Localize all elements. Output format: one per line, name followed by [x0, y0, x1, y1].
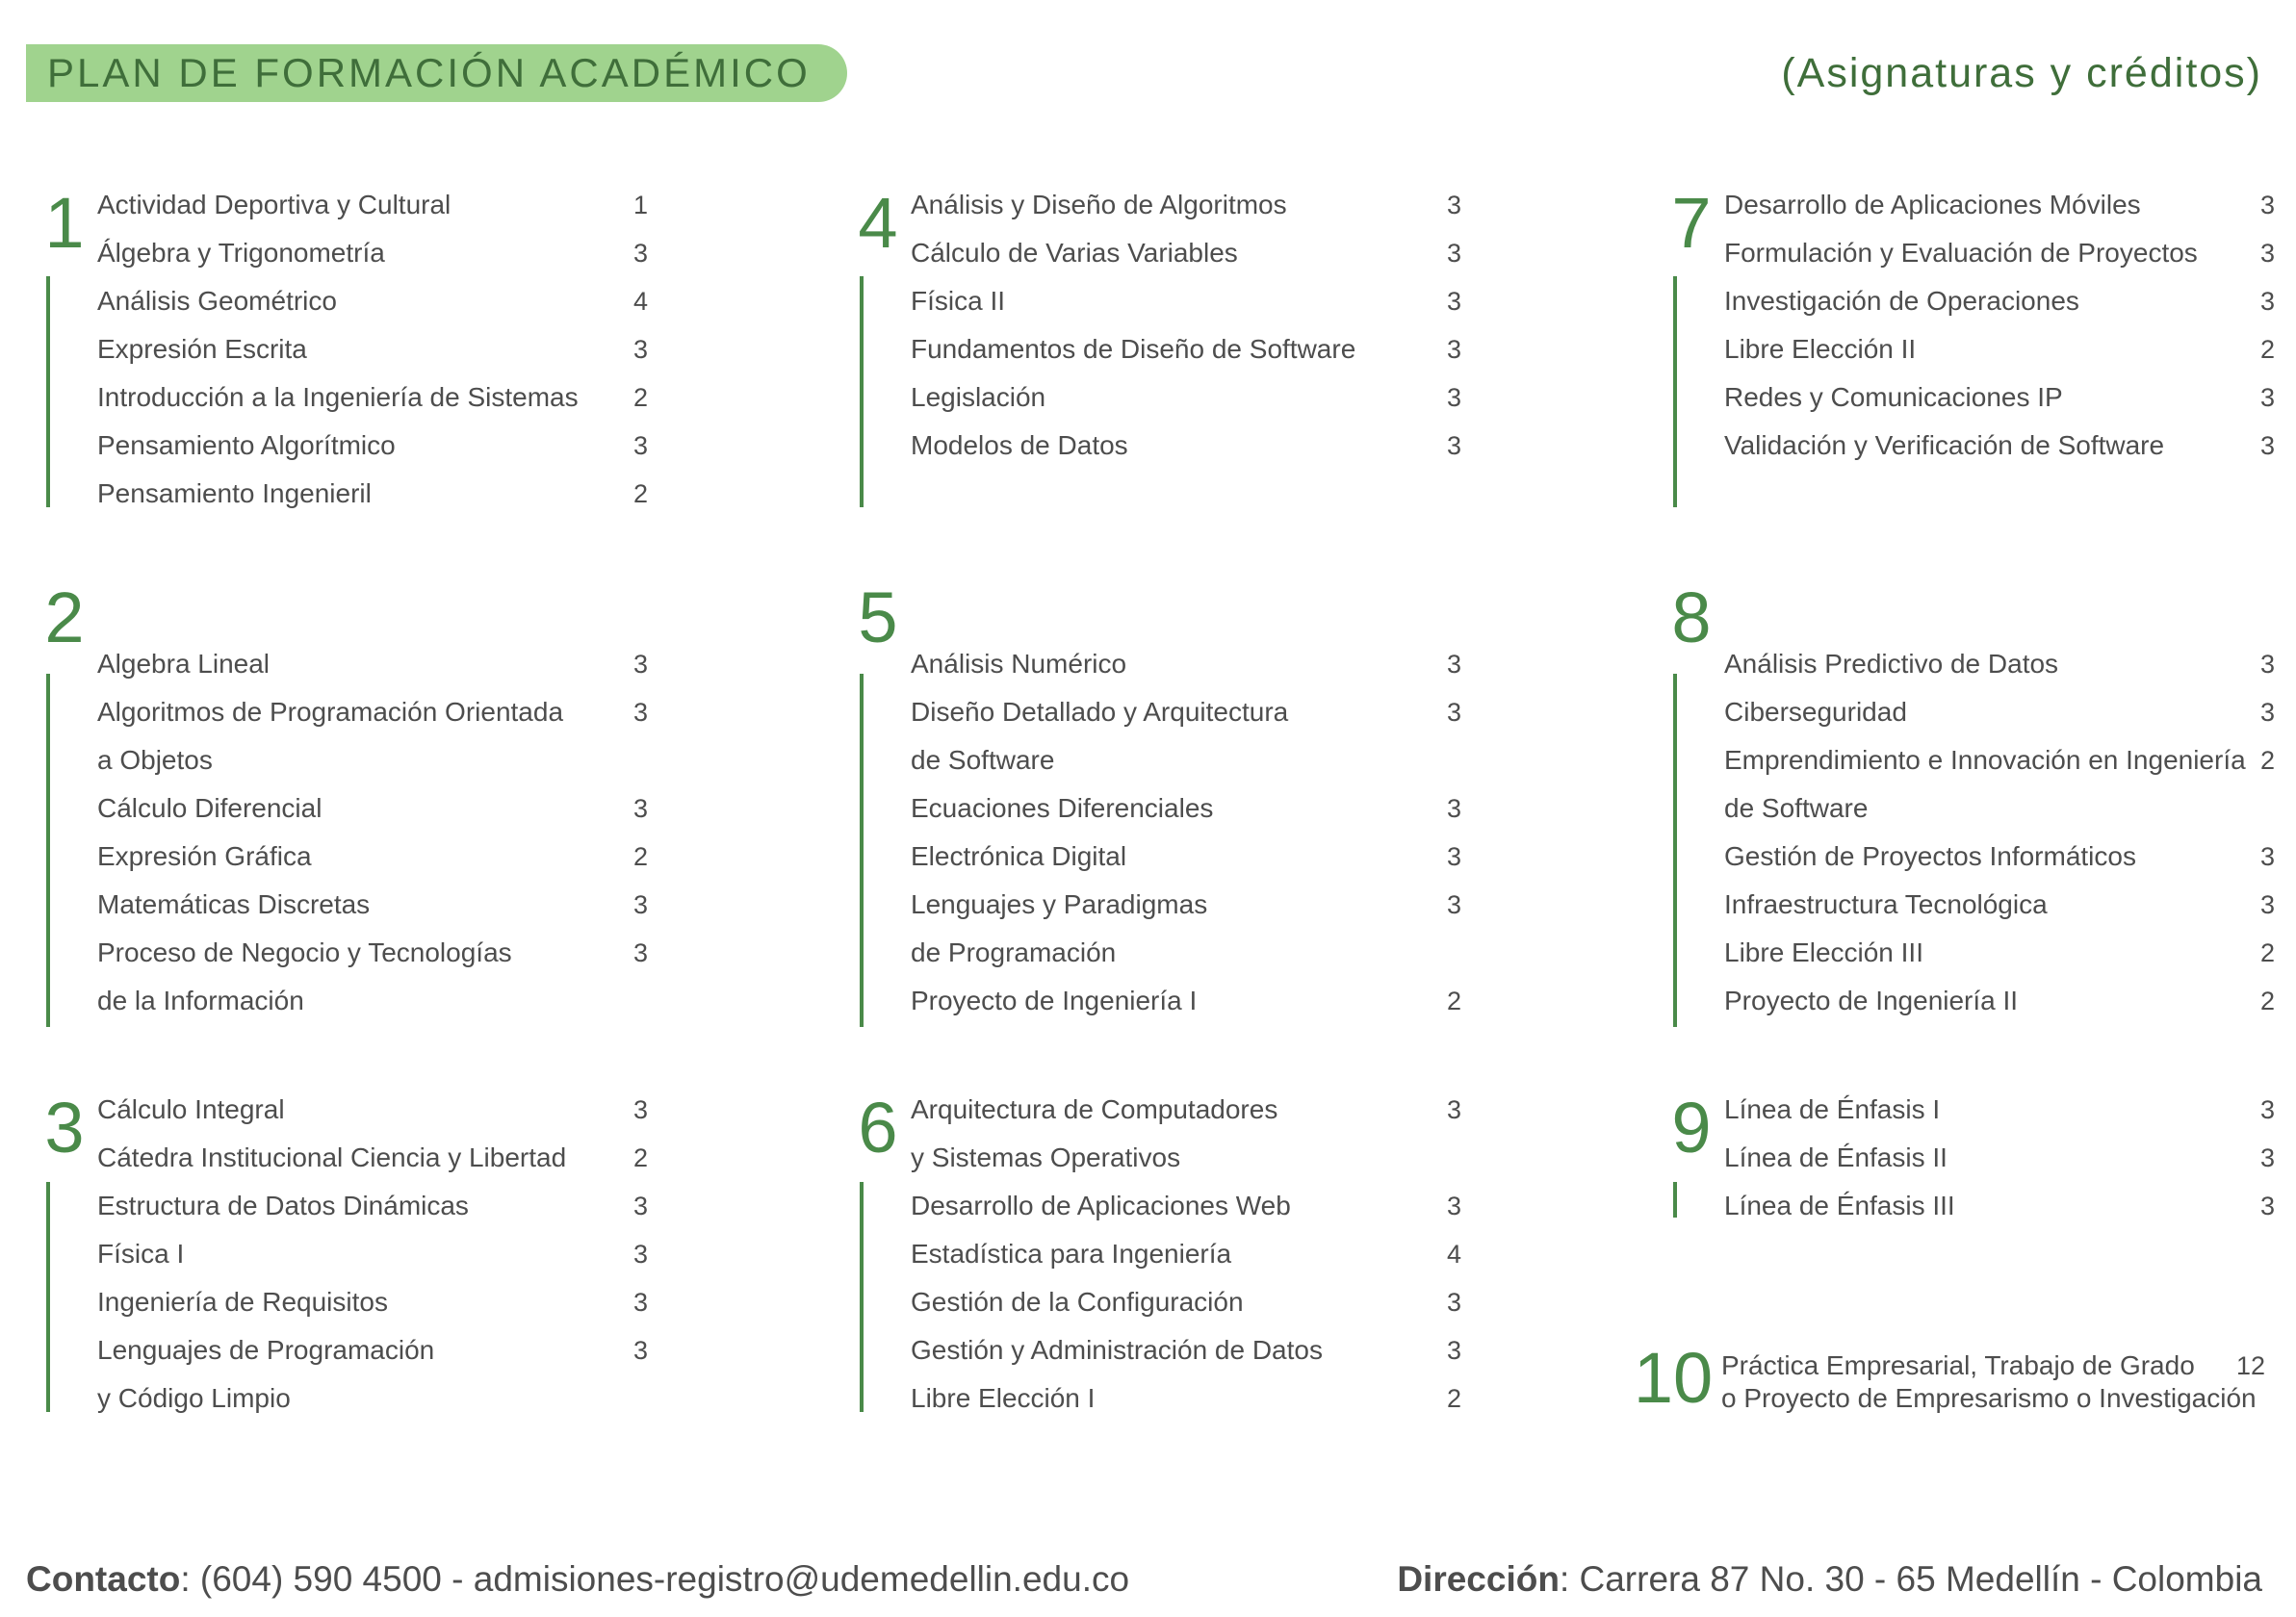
course-name: Análisis Geométrico: [97, 286, 337, 316]
course-credits: 3: [2259, 1143, 2275, 1172]
course-name: Física II: [911, 286, 1006, 316]
course-credits: 2: [2259, 938, 2275, 967]
course-credits: 3: [2259, 650, 2275, 679]
contact-info: [26, 1559, 1129, 1600]
course-credits: 3: [1446, 1288, 1461, 1317]
semester-number: 7: [1671, 183, 1712, 263]
address-value: : Carrera 87 No. 30 - 65 Medellín - Colombia: [1559, 1559, 2262, 1599]
course-credits: 3: [2259, 383, 2275, 412]
course-name: Validación y Verificación de Software: [1724, 430, 2165, 460]
course-credits: 3: [1446, 1336, 1461, 1365]
semester-divider-line: [1673, 1182, 1677, 1218]
semester-number: 4: [858, 183, 898, 263]
contact-label: Contacto: [26, 1559, 181, 1599]
course-name: Modelos de Datos: [911, 430, 1128, 460]
course-name: Proceso de Negocio y Tecnologías de la Información: [97, 937, 512, 1015]
course-name: Estadística para Ingeniería: [911, 1239, 1232, 1269]
course-name: Proyecto de Ingeniería II: [1724, 986, 2019, 1015]
course-name: Cálculo Integral: [97, 1094, 285, 1124]
semester-divider-line: [1673, 276, 1677, 507]
course-credits: 2: [632, 842, 648, 871]
course-name: Ecuaciones Diferenciales: [911, 793, 1214, 823]
course-name: Lenguajes y Paradigmas de Programación: [911, 889, 1208, 967]
page-subtitle: (Asignaturas y créditos): [1781, 50, 2262, 96]
course-name: Desarrollo de Aplicaciones Móviles: [1724, 190, 2141, 219]
course-name: Álgebra y Trigonometría: [97, 238, 385, 268]
course-credits: 3: [2259, 191, 2275, 219]
course-name: Redes y Comunicaciones IP: [1724, 382, 2063, 412]
course-name: Investigación de Operaciones: [1724, 286, 2079, 316]
course-name: Formulación y Evaluación de Proyectos: [1724, 238, 2198, 268]
course-name: Electrónica Digital: [911, 841, 1127, 871]
course-credits: 12: [2235, 1351, 2265, 1380]
course-name: Infraestructura Tecnológica: [1724, 889, 2048, 919]
course-credits: 3: [1446, 698, 1461, 727]
course-name: Introducción a la Ingeniería de Sistemas: [97, 382, 579, 412]
course-name: Gestión de Proyectos Informáticos: [1724, 841, 2136, 871]
course-credits: 3: [632, 239, 648, 268]
course-name: Gestión y Administración de Datos: [911, 1335, 1323, 1365]
course-credits: 3: [1446, 1095, 1461, 1124]
course-credits: 2: [632, 383, 648, 412]
contact-value: : (604) 590 4500 - admisiones-registro@udemedellin.edu.co: [180, 1559, 1130, 1599]
page-title: PLAN DE FORMACIÓN ACADÉMICO: [26, 44, 847, 102]
course-credits: 2: [2259, 987, 2275, 1015]
course-credits: 3: [1446, 239, 1461, 268]
course-name: Libre Elección I: [911, 1383, 1096, 1413]
course-name: Línea de Énfasis II: [1724, 1142, 1948, 1172]
course-name: Actividad Deportiva y Cultural: [97, 190, 451, 219]
semester-number: 2: [44, 578, 85, 657]
course-name: Cátedra Institucional Ciencia y Libertad: [97, 1142, 567, 1172]
course-name: Libre Elección II: [1724, 334, 1917, 364]
semester-number: 1: [44, 183, 85, 263]
course-name: Libre Elección III: [1724, 937, 1923, 967]
course-name: Análisis Predictivo de Datos: [1724, 649, 2059, 679]
course-credits: 3: [1446, 335, 1461, 364]
course-credits: 3: [632, 1095, 648, 1124]
course-name: Línea de Énfasis III: [1724, 1191, 1955, 1220]
semester-divider-line: [46, 276, 50, 507]
course-credits: 3: [632, 335, 648, 364]
course-credits: 2: [2259, 746, 2275, 775]
address-info: [1397, 1559, 2262, 1600]
course-name: Cálculo de Varias Variables: [911, 238, 1238, 268]
semester-number: 5: [858, 578, 898, 657]
course-name: Física I: [97, 1239, 185, 1269]
address-label: Dirección: [1397, 1559, 1560, 1599]
course-credits: 3: [2259, 890, 2275, 919]
course-credits: 3: [2259, 698, 2275, 727]
course-name: Arquitectura de Computadores y Sistemas Operativos: [911, 1094, 1278, 1172]
course-credits: 3: [632, 698, 648, 727]
semester-number: 8: [1671, 578, 1712, 657]
course-credits: 3: [2259, 842, 2275, 871]
course-name: Emprendimiento e Innovación en Ingeniería de Software: [1724, 745, 2246, 823]
course-credits: 3: [632, 1240, 648, 1269]
course-credits: 3: [1446, 842, 1461, 871]
course-credits: 3: [2259, 1192, 2275, 1220]
course-credits: 3: [632, 938, 648, 967]
course-name: Gestión de la Configuración: [911, 1287, 1244, 1317]
course-credits: 3: [632, 1336, 648, 1365]
course-name: Lenguajes de Programación y Código Limpio: [97, 1335, 435, 1413]
semester-divider-line: [46, 674, 50, 1027]
course-credits: 3: [632, 794, 648, 823]
course-name: Estructura de Datos Dinámicas: [97, 1191, 469, 1220]
footer: [26, 1559, 2262, 1600]
course-name: Proyecto de Ingeniería I: [911, 986, 1198, 1015]
course-credits: 3: [1446, 794, 1461, 823]
course-credits: 3: [1446, 383, 1461, 412]
course-name: Ciberseguridad: [1724, 697, 1907, 727]
course-credits: 3: [1446, 431, 1461, 460]
semester-divider-line: [1673, 674, 1677, 1027]
course-name: Análisis y Diseño de Algoritmos: [911, 190, 1287, 219]
semester-number: 3: [44, 1088, 85, 1168]
course-name: Línea de Énfasis I: [1724, 1094, 1941, 1124]
semester-divider-line: [860, 674, 864, 1027]
course-name: Desarrollo de Aplicaciones Web: [911, 1191, 1291, 1220]
course-credits: 3: [1446, 191, 1461, 219]
course-name: Algebra Lineal: [97, 649, 271, 679]
semester-divider-line: [46, 1182, 50, 1412]
course-name: Análisis Numérico: [911, 649, 1127, 679]
course-name: Legislación: [911, 382, 1046, 412]
course-name: Fundamentos de Diseño de Software: [911, 334, 1356, 364]
course-credits: 2: [2259, 335, 2275, 364]
course-credits: 4: [1446, 1240, 1461, 1269]
course-credits: 2: [632, 479, 648, 508]
course-credits: 3: [632, 890, 648, 919]
course-name: Expresión Gráfica: [97, 841, 312, 871]
course-credits: 3: [632, 650, 648, 679]
course-credits: 4: [632, 287, 648, 316]
course-credits: 3: [2259, 287, 2275, 316]
course-name: Práctica Empresarial, Trabajo de Grado o Proyecto de Empresarismo o Investigación: [1721, 1350, 2257, 1413]
course-credits: 3: [1446, 1192, 1461, 1220]
semester-divider-line: [860, 1182, 864, 1412]
course-name: Algoritmos de Programación Orientada a Objetos: [97, 697, 564, 775]
course-credits: 2: [632, 1143, 648, 1172]
course-name: Ingeniería de Requisitos: [97, 1287, 388, 1317]
course-credits: 3: [2259, 1095, 2275, 1124]
course-name: Expresión Escrita: [97, 334, 307, 364]
semester-number: 9: [1671, 1088, 1712, 1168]
course-credits: 3: [1446, 650, 1461, 679]
course-credits: 3: [1446, 890, 1461, 919]
course-name: Pensamiento Ingenieril: [97, 478, 372, 508]
course-credits: 2: [1446, 987, 1461, 1015]
course-name: Diseño Detallado y Arquitectura de Software: [911, 697, 1289, 775]
course-credits: 3: [632, 1192, 648, 1220]
course-credits: 2: [1446, 1384, 1461, 1413]
course-credits: 3: [632, 1288, 648, 1317]
course-credits: 3: [2259, 239, 2275, 268]
course-credits: 1: [632, 191, 648, 219]
semester-divider-line: [860, 276, 864, 507]
semester-number: 6: [858, 1088, 898, 1168]
course-name: Matemáticas Discretas: [97, 889, 371, 919]
course-credits: 3: [632, 431, 648, 460]
course-name: Pensamiento Algorítmico: [97, 430, 396, 460]
course-credits: 3: [1446, 287, 1461, 316]
course-name: Cálculo Diferencial: [97, 793, 322, 823]
semester-number: 10: [1633, 1338, 1714, 1418]
course-credits: 3: [2259, 431, 2275, 460]
